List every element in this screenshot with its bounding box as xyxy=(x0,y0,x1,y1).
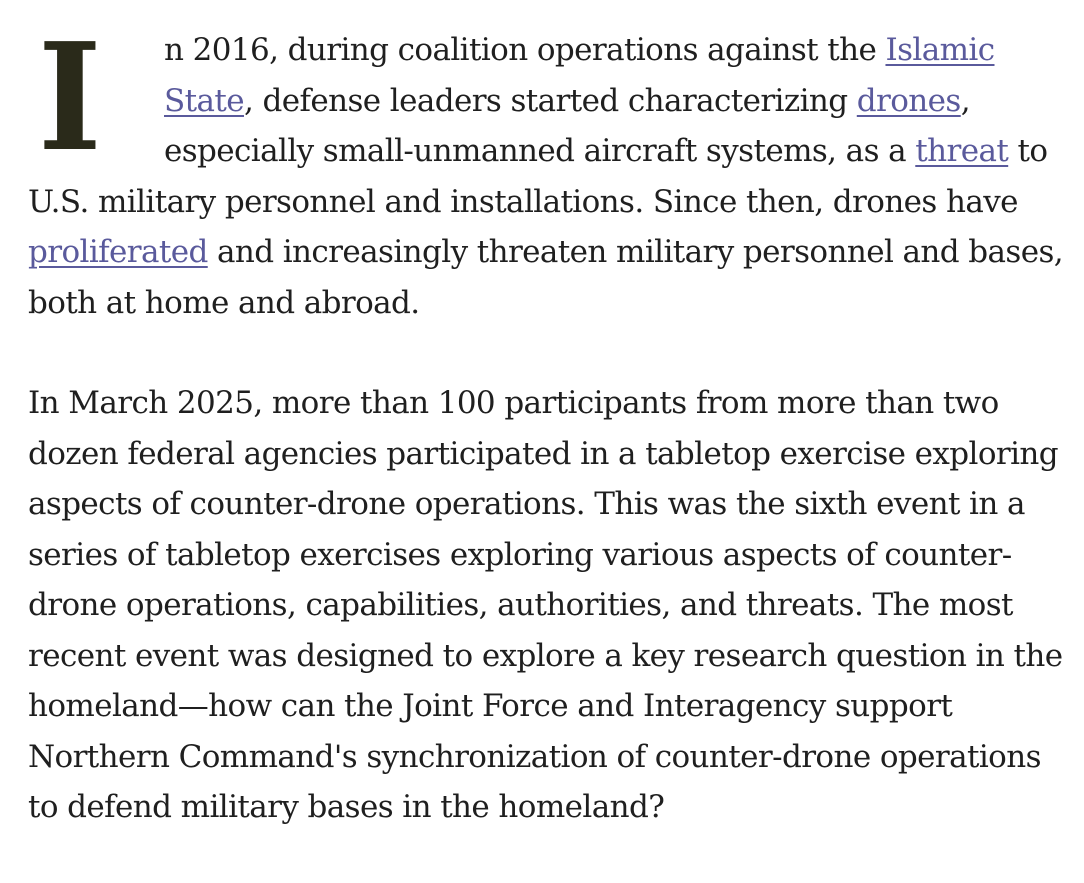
paragraph-1 xyxy=(28,10,1064,328)
paragraph-1-text-2: , defense leaders started characterizing xyxy=(243,82,857,119)
article-body xyxy=(28,10,1064,883)
paragraph-2: In March 2025, more than 100 participants from more than two dozen federal agencies participated in a tabletop exercise exploring aspects of counter-drone operations. This was the sixth event in a series of tabletop exercises exploring various aspects of counter-drone operations, capabilities, authorities, and threats. The most recent event was designed to explore a key research question in the homeland—how can the Joint Force and Interagency support Northern Command's synchronization of counter-drone operations to defend military bases in the homeland? xyxy=(28,385,1063,825)
threat-link[interactable]: threat xyxy=(915,133,1009,169)
islamic-state-link[interactable]: Islamic State xyxy=(164,32,995,119)
paragraph-1-text-3: , especially small-unmanned aircraft systems, as a xyxy=(164,82,970,169)
drop-cap: I xyxy=(38,10,102,184)
paragraph-1-text-4: to U.S. military personnel and installations. Since then, drones have xyxy=(28,133,1048,220)
paragraph-1-text-1: n 2016, during coalition operations against the xyxy=(164,32,886,68)
drones-link[interactable]: drones xyxy=(856,82,961,119)
paragraph-1-text-5: and increasingly threaten military personnel and bases, both at home and abroad. xyxy=(28,234,1064,321)
proliferated-link[interactable]: proliferated xyxy=(28,234,208,270)
